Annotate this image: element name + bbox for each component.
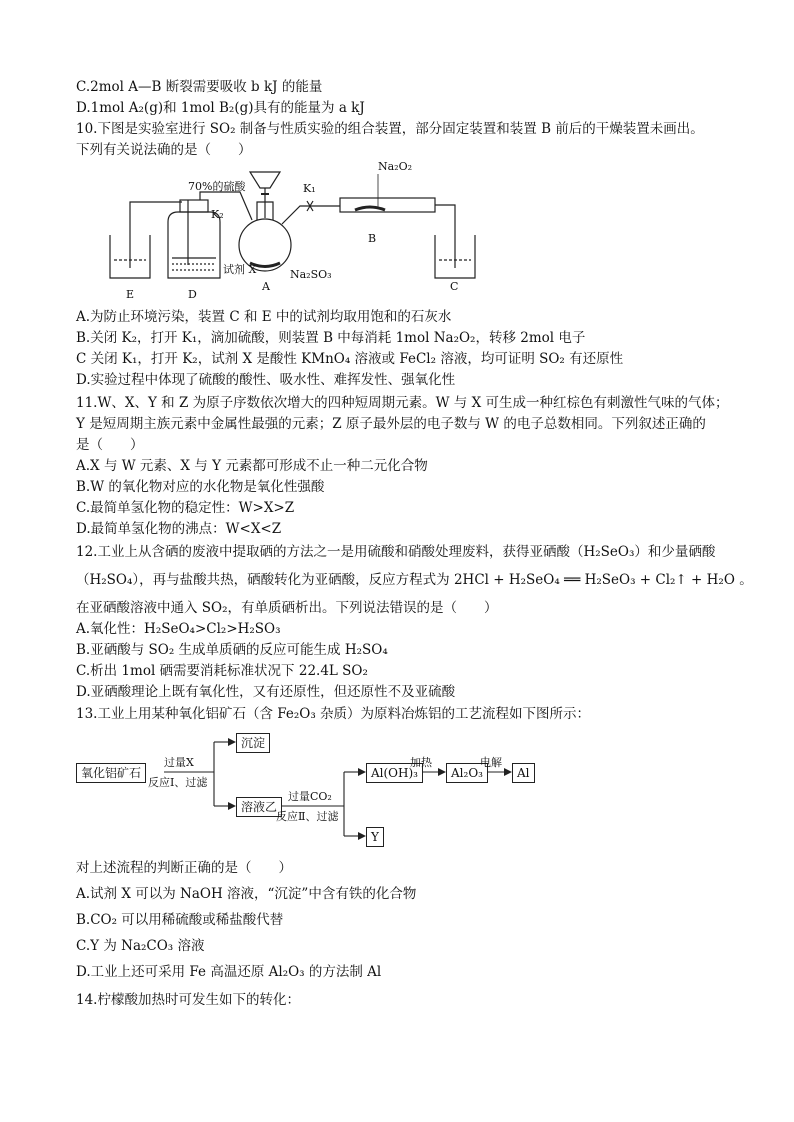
flow-node-al: Al bbox=[512, 763, 535, 783]
q13-flowchart bbox=[76, 726, 536, 851]
q11-option-a: A.X 与 W 元素、X 与 Y 元素都可形成不止一种二元化合物 bbox=[76, 458, 428, 474]
q12-option-a: A.氧化性：H₂SeO₄>Cl₂>H₂SO₃ bbox=[76, 621, 281, 637]
flowchart-lines bbox=[76, 726, 536, 851]
q13-option-a: A.试剂 X 可以为 NaOH 溶液，“沉淀”中含有铁的化合物 bbox=[76, 886, 417, 902]
label-e: E bbox=[126, 288, 135, 301]
q10-stem-line2: 下列有关说法确的是（ ） bbox=[76, 142, 252, 158]
flow-node-al2o3: Al₂O₃ bbox=[446, 763, 488, 783]
flow-label-excess-co2: 过量CO₂ bbox=[288, 790, 332, 803]
q12-option-c: C.析出 1mol 硒需要消耗标准状况下 22.4L SO₂ bbox=[76, 663, 368, 679]
q12-stem-line3: 在亚硒酸溶液中通入 SO₂，有单质硒析出。下列说法错误的是（ ） bbox=[76, 600, 498, 616]
q13-option-d: D.工业上还可采用 Fe 高温还原 Al₂O₃ 的方法制 Al bbox=[76, 964, 382, 980]
q10-apparatus-diagram bbox=[100, 160, 480, 305]
flow-node-aloh3: Al(OH)₃ bbox=[366, 763, 423, 783]
q11-option-d: D.最简单氢化物的沸点：W<X<Z bbox=[76, 521, 282, 537]
q11-stem-line3: 是（ ） bbox=[76, 437, 144, 453]
q11-stem-line1: 11.W、X、Y 和 Z 为原子序数依次增大的四种短周期元素。W 与 X 可生成一种红棕色有刺激性气味的气体； bbox=[76, 395, 729, 411]
q10-option-c: C 关闭 K₁，打开 K₂，试剂 X 是酸性 KMnO₄ 溶液或 FeCl₂ 溶液，均可证明 SO₂ 有还原性 bbox=[76, 351, 624, 367]
q14-stem: 14.柠檬酸加热时可发生如下的转化： bbox=[76, 992, 300, 1008]
flow-node-precipitate: 沉淀 bbox=[236, 733, 270, 753]
flow-node-solution: 溶液乙 bbox=[236, 797, 282, 817]
q9-option-d: D.1mol A₂(g)和 1mol B₂(g)具有的能量为 a kJ bbox=[76, 100, 365, 116]
label-na2o2: Na₂O₂ bbox=[378, 160, 413, 173]
label-c: C bbox=[450, 280, 459, 293]
q9-option-c: C.2mol A—B 断裂需要吸收 b kJ 的能量 bbox=[76, 79, 323, 95]
q13-judge: 对上述流程的判断正确的是（ ） bbox=[76, 860, 292, 876]
q11-option-b: B.W 的氧化物对应的水化物是氧化性强酸 bbox=[76, 479, 325, 495]
q11-option-c: C.最简单氢化物的稳定性：W>X>Z bbox=[76, 500, 295, 516]
q11-stem-line2: Y 是短周期主族元素中金属性最强的元素；Z 原子最外层的电子数与 W 的电子总数相同。下列叙述正确的 bbox=[76, 416, 706, 432]
q13-option-b: B.CO₂ 可以用稀硫酸或稀盐酸代替 bbox=[76, 912, 284, 928]
q13-option-c: C.Y 为 Na₂CO₃ 溶液 bbox=[76, 938, 205, 954]
flow-label-excess-x: 过量X bbox=[164, 756, 194, 769]
apparatus-drawing bbox=[100, 160, 480, 305]
q10-option-b: B.关闭 K₂，打开 K₁，滴加硫酸，则装置 B 中每消耗 1mol Na₂O₂，转移 2mol 电子 bbox=[76, 330, 586, 346]
label-d: D bbox=[188, 288, 197, 301]
q12-stem-line2: （H₂SO₄），再与盐酸共热，硒酸转化为亚硒酸，反应方程式为 2HCl + H₂SeO₄ ══ H₂SeO₃ + Cl₂↑ + H₂O 。 bbox=[76, 572, 753, 588]
flow-node-ore: 氧化铝矿石 bbox=[76, 763, 146, 783]
label-reagent-x: 试剂 X bbox=[223, 263, 257, 276]
label-a: A bbox=[262, 280, 270, 293]
q10-option-d: D.实验过程中体现了硫酸的酸性、吸水性、难挥发性、强氧化性 bbox=[76, 372, 456, 388]
label-sulfuric-acid: 70%的硫酸 bbox=[188, 180, 246, 193]
flow-label-heat: 加热 bbox=[410, 756, 432, 769]
q13-stem: 13.工业上用某种氧化铝矿石（含 Fe₂O₃ 杂质）为原料冶炼铝的工艺流程如下图所示： bbox=[76, 706, 591, 722]
flow-label-electrolysis: 电解 bbox=[480, 756, 502, 769]
q12-option-d: D.亚硒酸理论上既有氧化性，又有还原性，但还原性不及亚硫酸 bbox=[76, 684, 456, 700]
flow-node-y: Y bbox=[366, 827, 384, 847]
q10-option-a: A.为防止环境污染，装置 C 和 E 中的试剂均取用饱和的石灰水 bbox=[76, 309, 452, 325]
label-k1: K₁ bbox=[303, 182, 316, 195]
q10-stem-line1: 10.下图是实验室进行 SO₂ 制备与性质实验的组合装置，部分固定装置和装置 B 前后的干燥装置未画出。 bbox=[76, 121, 704, 137]
label-b: B bbox=[368, 232, 377, 245]
q12-option-b: B.亚硒酸与 SO₂ 生成单质硒的反应可能生成 H₂SO₄ bbox=[76, 642, 388, 658]
flow-label-reaction1: 反应Ⅰ、过滤 bbox=[148, 776, 208, 789]
label-na2so3: Na₂SO₃ bbox=[290, 268, 332, 281]
tube-b-shape bbox=[340, 198, 435, 212]
q12-stem-line1: 12.工业上从含硒的废液中提取硒的方法之一是用硫酸和硝酸处理废料，获得亚硒酸（H₂SeO₃）和少量硒酸 bbox=[76, 544, 716, 560]
flow-label-reaction2: 反应Ⅱ、过滤 bbox=[276, 810, 339, 823]
label-k2: K₂ bbox=[211, 208, 224, 221]
